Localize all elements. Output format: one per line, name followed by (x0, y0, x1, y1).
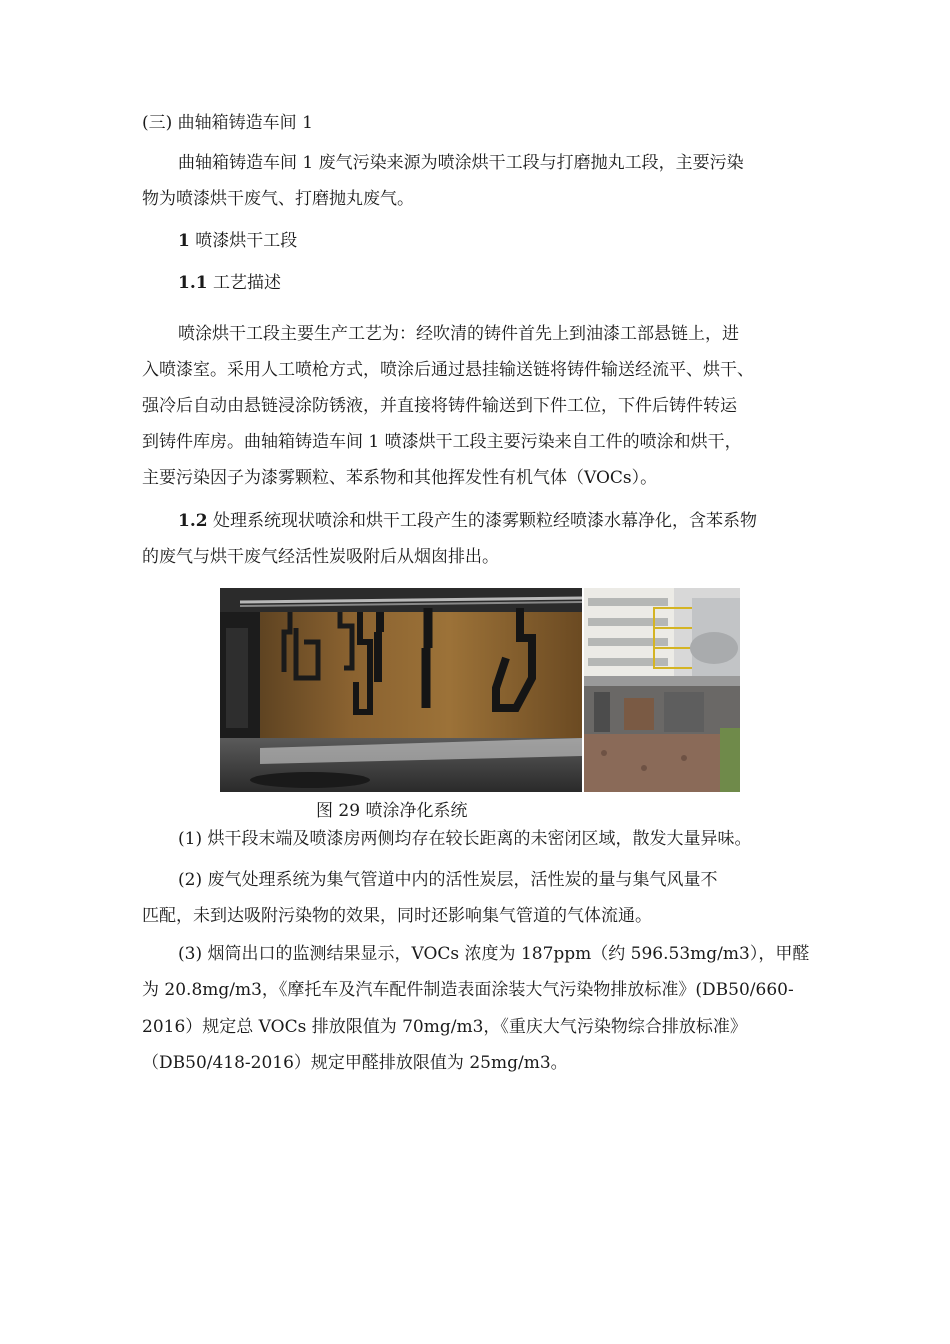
section-1-2-line-2: 的废气与烘干废气经活性炭吸附后从烟囱排出。 (142, 547, 499, 567)
process-line-2: 入喷漆室。采用人工喷枪方式，喷涂后通过悬挂输送链将铸件输送经流平、烘干、 (142, 360, 754, 380)
section-1-2 (178, 510, 757, 532)
subheading-1-1-number: 1.1 (178, 273, 208, 293)
process-line-4: 到铸件库房。曲轴箱铸造车间 1 喷漆烘干工段主要污染来自工件的喷涂和烘干， (142, 432, 742, 452)
section-1-2-line-1: 处理系统现状喷涂和烘干工段产生的漆雾颗粒经喷漆水幕净化，含苯系物 (212, 511, 757, 531)
issue-line-7: （DB50/418-2016）规定甲醛排放限值为 25mg/m3。 (142, 1053, 568, 1073)
subheading-1-1 (178, 272, 281, 294)
section-1-2-number: 1.2 (178, 511, 208, 531)
subheading-1-1-title: 工艺描述 (212, 273, 281, 293)
intro-line-1: 曲轴箱铸造车间 1 废气污染来源为喷涂烘干工段与打磨抛丸工段，主要污染 (178, 153, 744, 173)
issue-line-3: 匹配，未到达吸附污染物的效果，同时还影响集气管道的气体流通。 (142, 906, 652, 926)
subheading-1-title: 喷漆烘干工段 (195, 231, 298, 251)
subheading-1-number: 1 (178, 231, 190, 251)
issue-line-1: (1) 烘干段末端及喷漆房两侧均存在较长距离的未密闭区域，散发大量异味。 (178, 829, 752, 849)
exterior-system-photo (584, 588, 740, 792)
process-line-1: 喷涂烘干工段主要生产工艺为：经吹清的铸件首先上到油漆工部悬链上，进 (178, 324, 739, 344)
issue-line-5: 为 20.8mg/m3，《摩托车及汽车配件制造表面涂装大气污染物排放标准》(DB50/660- (142, 980, 794, 1000)
issue-line-6: 2016）规定总 VOCs 排放限值为 70mg/m3，《重庆大气污染物综合排放标准》 (142, 1017, 747, 1037)
issue-line-2: (2) 废气处理系统为集气管道中内的活性炭层，活性炭的量与集气风量不 (178, 870, 718, 890)
spray-booth-photo (220, 588, 582, 792)
process-line-5: 主要污染因子为漆雾颗粒、苯系物和其他挥发性有机气体（VOCs）。 (142, 468, 658, 488)
figure-caption: 图 29 喷涂净化系统 (316, 801, 468, 821)
process-line-3: 强冷后自动由悬链浸涂防锈液，并直接将铸件输送到下件工位，下件后铸件转运 (142, 396, 737, 416)
issue-line-4: (3) 烟筒出口的监测结果显示，VOCs 浓度为 187ppm（约 596.53mg/m3），甲醛 (178, 944, 810, 964)
section-heading: (三) 曲轴箱铸造车间 1 (142, 113, 313, 133)
intro-line-2: 物为喷漆烘干废气、打磨抛丸废气。 (142, 189, 414, 209)
subheading-1 (178, 230, 297, 252)
